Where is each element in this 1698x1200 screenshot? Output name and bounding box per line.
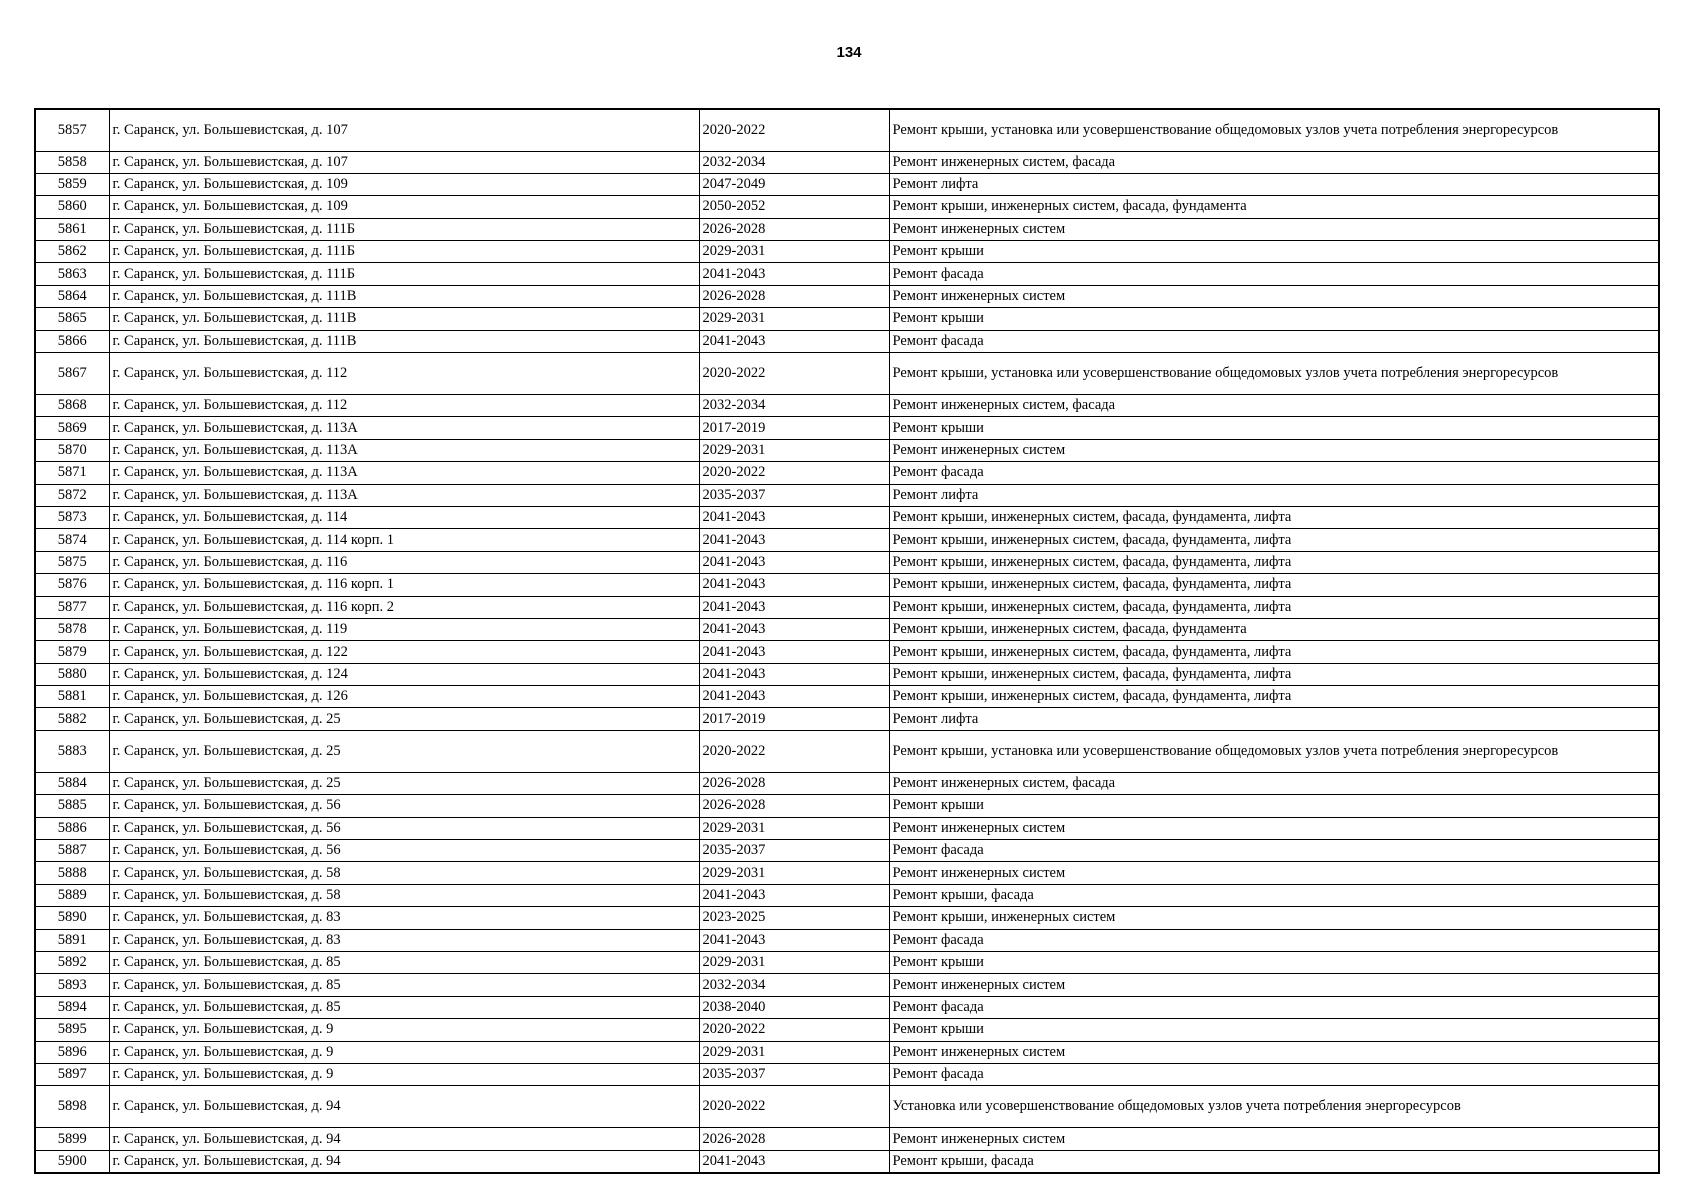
table-row — [35, 439, 1659, 461]
row-number-cell: 5865 — [35, 308, 109, 330]
period-cell: 2020-2022 — [699, 109, 889, 151]
table-row — [35, 772, 1659, 794]
work-type-cell: Ремонт инженерных систем, фасада — [889, 772, 1659, 794]
work-type-cell: Ремонт инженерных систем — [889, 1128, 1659, 1150]
address-cell: г. Саранск, ул. Большевистская, д. 124 — [109, 663, 699, 685]
table-row — [35, 1041, 1659, 1063]
table-row — [35, 196, 1659, 218]
work-type-cell: Ремонт фасада — [889, 996, 1659, 1018]
work-type-cell: Ремонт фасада — [889, 462, 1659, 484]
row-number-cell: 5877 — [35, 596, 109, 618]
work-type-cell: Ремонт инженерных систем — [889, 439, 1659, 461]
row-number-cell: 5858 — [35, 151, 109, 173]
period-cell: 2050-2052 — [699, 196, 889, 218]
row-number-cell: 5859 — [35, 173, 109, 195]
row-number-cell: 5869 — [35, 417, 109, 439]
row-number-cell: 5899 — [35, 1128, 109, 1150]
period-cell: 2041-2043 — [699, 929, 889, 951]
period-cell: 2041-2043 — [699, 686, 889, 708]
row-number-cell: 5857 — [35, 109, 109, 151]
period-cell: 2020-2022 — [699, 462, 889, 484]
address-cell: г. Саранск, ул. Большевистская, д. 116 корп. 2 — [109, 596, 699, 618]
table-row — [35, 840, 1659, 862]
table-row — [35, 1063, 1659, 1085]
row-number-cell: 5896 — [35, 1041, 109, 1063]
row-number-cell: 5860 — [35, 196, 109, 218]
row-number-cell: 5872 — [35, 484, 109, 506]
period-cell: 2041-2043 — [699, 663, 889, 685]
table-row — [35, 330, 1659, 352]
table-row — [35, 641, 1659, 663]
table-row — [35, 151, 1659, 173]
work-type-cell: Ремонт инженерных систем — [889, 862, 1659, 884]
work-type-cell: Ремонт крыши, инженерных систем, фасада, фундамента, лифта — [889, 551, 1659, 573]
period-cell: 2020-2022 — [699, 353, 889, 395]
table-row — [35, 395, 1659, 417]
work-type-cell: Ремонт инженерных систем — [889, 817, 1659, 839]
row-number-cell: 5887 — [35, 840, 109, 862]
period-cell: 2035-2037 — [699, 484, 889, 506]
address-cell: г. Саранск, ул. Большевистская, д. 85 — [109, 974, 699, 996]
address-cell: г. Саранск, ул. Большевистская, д. 111Б — [109, 218, 699, 240]
table-row — [35, 417, 1659, 439]
period-cell: 2029-2031 — [699, 439, 889, 461]
period-cell: 2041-2043 — [699, 641, 889, 663]
row-number-cell: 5862 — [35, 241, 109, 263]
row-number-cell: 5898 — [35, 1086, 109, 1128]
address-cell: г. Саранск, ул. Большевистская, д. 9 — [109, 1019, 699, 1041]
work-type-cell: Ремонт инженерных систем — [889, 218, 1659, 240]
row-number-cell: 5886 — [35, 817, 109, 839]
period-cell: 2029-2031 — [699, 308, 889, 330]
table-row — [35, 484, 1659, 506]
work-type-cell: Ремонт крыши — [889, 417, 1659, 439]
address-cell: г. Саранск, ул. Большевистская, д. 111В — [109, 308, 699, 330]
address-cell: г. Саранск, ул. Большевистская, д. 109 — [109, 196, 699, 218]
address-cell: г. Саранск, ул. Большевистская, д. 114 корп. 1 — [109, 529, 699, 551]
row-number-cell: 5888 — [35, 862, 109, 884]
table-body — [35, 109, 1659, 1173]
address-cell: г. Саранск, ул. Большевистская, д. 94 — [109, 1128, 699, 1150]
table-row — [35, 173, 1659, 195]
address-cell: г. Саранск, ул. Большевистская, д. 113А — [109, 439, 699, 461]
page-number: 134 — [836, 44, 862, 61]
address-cell: г. Саранск, ул. Большевистская, д. 113А — [109, 417, 699, 439]
row-number-cell: 5883 — [35, 730, 109, 772]
work-type-cell: Ремонт лифта — [889, 708, 1659, 730]
table-row — [35, 574, 1659, 596]
work-type-cell: Ремонт фасада — [889, 263, 1659, 285]
table-row — [35, 506, 1659, 528]
address-cell: г. Саранск, ул. Большевистская, д. 109 — [109, 173, 699, 195]
table-row — [35, 308, 1659, 330]
address-cell: г. Саранск, ул. Большевистская, д. 116 — [109, 551, 699, 573]
row-number-cell: 5873 — [35, 506, 109, 528]
address-cell: г. Саранск, ул. Большевистская, д. 85 — [109, 996, 699, 1018]
period-cell: 2041-2043 — [699, 551, 889, 573]
work-type-cell: Ремонт крыши, инженерных систем, фасада, фундамента, лифта — [889, 574, 1659, 596]
address-cell: г. Саранск, ул. Большевистская, д. 83 — [109, 929, 699, 951]
table-row — [35, 929, 1659, 951]
work-type-cell: Ремонт крыши, инженерных систем, фасада, фундамента, лифта — [889, 641, 1659, 663]
address-cell: г. Саранск, ул. Большевистская, д. 25 — [109, 772, 699, 794]
period-cell: 2038-2040 — [699, 996, 889, 1018]
address-cell: г. Саранск, ул. Большевистская, д. 112 — [109, 395, 699, 417]
address-cell: г. Саранск, ул. Большевистская, д. 107 — [109, 109, 699, 151]
row-number-cell: 5863 — [35, 263, 109, 285]
work-type-cell: Ремонт крыши, инженерных систем, фасада, фундамента, лифта — [889, 596, 1659, 618]
table-row — [35, 462, 1659, 484]
address-cell: г. Саранск, ул. Большевистская, д. 83 — [109, 907, 699, 929]
period-cell: 2029-2031 — [699, 241, 889, 263]
table-row — [35, 529, 1659, 551]
table-row — [35, 551, 1659, 573]
address-cell: г. Саранск, ул. Большевистская, д. 58 — [109, 884, 699, 906]
work-type-cell: Ремонт крыши, инженерных систем, фасада, фундамента — [889, 196, 1659, 218]
work-type-cell: Ремонт фасада — [889, 1063, 1659, 1085]
work-type-cell: Ремонт лифта — [889, 173, 1659, 195]
row-number-cell: 5881 — [35, 686, 109, 708]
address-cell: г. Саранск, ул. Большевистская, д. 119 — [109, 618, 699, 640]
period-cell: 2041-2043 — [699, 506, 889, 528]
work-type-cell: Ремонт инженерных систем, фасада — [889, 395, 1659, 417]
table-row — [35, 241, 1659, 263]
address-cell: г. Саранск, ул. Большевистская, д. 126 — [109, 686, 699, 708]
address-cell: г. Саранск, ул. Большевистская, д. 112 — [109, 353, 699, 395]
address-cell: г. Саранск, ул. Большевистская, д. 25 — [109, 708, 699, 730]
row-number-cell: 5890 — [35, 907, 109, 929]
work-type-cell: Ремонт инженерных систем — [889, 1041, 1659, 1063]
table-row — [35, 285, 1659, 307]
address-cell: г. Саранск, ул. Большевистская, д. 85 — [109, 952, 699, 974]
period-cell: 2041-2043 — [699, 596, 889, 618]
address-cell: г. Саранск, ул. Большевистская, д. 94 — [109, 1086, 699, 1128]
period-cell: 2035-2037 — [699, 1063, 889, 1085]
address-cell: г. Саранск, ул. Большевистская, д. 111В — [109, 285, 699, 307]
address-cell: г. Саранск, ул. Большевистская, д. 9 — [109, 1063, 699, 1085]
period-cell: 2029-2031 — [699, 1041, 889, 1063]
table-row — [35, 686, 1659, 708]
row-number-cell: 5868 — [35, 395, 109, 417]
row-number-cell: 5861 — [35, 218, 109, 240]
address-cell: г. Саранск, ул. Большевистская, д. 94 — [109, 1150, 699, 1172]
work-type-cell: Ремонт фасада — [889, 929, 1659, 951]
row-number-cell: 5895 — [35, 1019, 109, 1041]
address-cell: г. Саранск, ул. Большевистская, д. 113А — [109, 484, 699, 506]
work-type-cell: Ремонт лифта — [889, 484, 1659, 506]
period-cell: 2035-2037 — [699, 840, 889, 862]
work-type-cell: Ремонт крыши, установка или усовершенствование общедомовых узлов учета потребления энергоресурсов — [889, 353, 1659, 395]
address-cell: г. Саранск, ул. Большевистская, д. 116 корп. 1 — [109, 574, 699, 596]
period-cell: 2020-2022 — [699, 1019, 889, 1041]
address-cell: г. Саранск, ул. Большевистская, д. 111Б — [109, 241, 699, 263]
work-type-cell: Ремонт крыши, инженерных систем, фасада, фундамента, лифта — [889, 686, 1659, 708]
work-type-cell: Ремонт крыши, инженерных систем — [889, 907, 1659, 929]
address-cell: г. Саранск, ул. Большевистская, д. 25 — [109, 730, 699, 772]
table-row — [35, 663, 1659, 685]
address-cell: г. Саранск, ул. Большевистская, д. 56 — [109, 817, 699, 839]
period-cell: 2020-2022 — [699, 1086, 889, 1128]
period-cell: 2032-2034 — [699, 974, 889, 996]
row-number-cell: 5878 — [35, 618, 109, 640]
table-row — [35, 1019, 1659, 1041]
period-cell: 2041-2043 — [699, 330, 889, 352]
table-row — [35, 708, 1659, 730]
work-type-cell: Ремонт крыши, установка или усовершенствование общедомовых узлов учета потребления энергоресурсов — [889, 730, 1659, 772]
table-row — [35, 218, 1659, 240]
table-row — [35, 795, 1659, 817]
table-row — [35, 1150, 1659, 1172]
work-type-cell: Ремонт крыши — [889, 241, 1659, 263]
table-row — [35, 862, 1659, 884]
work-type-cell: Ремонт крыши, установка или усовершенствование общедомовых узлов учета потребления энергоресурсов — [889, 109, 1659, 151]
row-number-cell: 5884 — [35, 772, 109, 794]
address-cell: г. Саранск, ул. Большевистская, д. 111В — [109, 330, 699, 352]
work-type-cell: Ремонт крыши, инженерных систем, фасада, фундамента, лифта — [889, 529, 1659, 551]
work-type-cell: Ремонт фасада — [889, 330, 1659, 352]
address-cell: г. Саранск, ул. Большевистская, д. 107 — [109, 151, 699, 173]
period-cell: 2023-2025 — [699, 907, 889, 929]
work-type-cell: Ремонт крыши — [889, 308, 1659, 330]
work-type-cell: Ремонт крыши, инженерных систем, фасада, фундамента, лифта — [889, 663, 1659, 685]
period-cell: 2017-2019 — [699, 708, 889, 730]
period-cell: 2032-2034 — [699, 395, 889, 417]
period-cell: 2026-2028 — [699, 218, 889, 240]
table-row — [35, 884, 1659, 906]
row-number-cell: 5891 — [35, 929, 109, 951]
address-cell: г. Саранск, ул. Большевистская, д. 114 — [109, 506, 699, 528]
work-type-cell: Ремонт крыши, инженерных систем, фасада, фундамента — [889, 618, 1659, 640]
period-cell: 2017-2019 — [699, 417, 889, 439]
address-cell: г. Саранск, ул. Большевистская, д. 122 — [109, 641, 699, 663]
address-cell: г. Саранск, ул. Большевистская, д. 56 — [109, 795, 699, 817]
period-cell: 2041-2043 — [699, 884, 889, 906]
row-number-cell: 5870 — [35, 439, 109, 461]
table-row — [35, 817, 1659, 839]
work-type-cell: Ремонт инженерных систем — [889, 974, 1659, 996]
address-cell: г. Саранск, ул. Большевистская, д. 58 — [109, 862, 699, 884]
address-cell: г. Саранск, ул. Большевистская, д. 56 — [109, 840, 699, 862]
period-cell: 2041-2043 — [699, 618, 889, 640]
work-type-cell: Ремонт инженерных систем, фасада — [889, 151, 1659, 173]
work-type-cell: Ремонт крыши, фасада — [889, 884, 1659, 906]
table-row — [35, 1086, 1659, 1128]
period-cell: 2026-2028 — [699, 285, 889, 307]
period-cell: 2029-2031 — [699, 817, 889, 839]
repair-schedule-table — [34, 108, 1660, 1174]
work-type-cell: Ремонт инженерных систем — [889, 285, 1659, 307]
work-type-cell: Установка или усовершенствование общедомовых узлов учета потребления энергоресурсов — [889, 1086, 1659, 1128]
row-number-cell: 5871 — [35, 462, 109, 484]
table-row — [35, 353, 1659, 395]
address-cell: г. Саранск, ул. Большевистская, д. 111Б — [109, 263, 699, 285]
period-cell: 2041-2043 — [699, 529, 889, 551]
row-number-cell: 5867 — [35, 353, 109, 395]
row-number-cell: 5889 — [35, 884, 109, 906]
table-row — [35, 596, 1659, 618]
period-cell: 2029-2031 — [699, 952, 889, 974]
table-row — [35, 109, 1659, 151]
period-cell: 2041-2043 — [699, 1150, 889, 1172]
period-cell: 2029-2031 — [699, 862, 889, 884]
table-row — [35, 907, 1659, 929]
row-number-cell: 5885 — [35, 795, 109, 817]
period-cell: 2020-2022 — [699, 730, 889, 772]
row-number-cell: 5882 — [35, 708, 109, 730]
row-number-cell: 5874 — [35, 529, 109, 551]
row-number-cell: 5893 — [35, 974, 109, 996]
table-row — [35, 618, 1659, 640]
row-number-cell: 5879 — [35, 641, 109, 663]
row-number-cell: 5900 — [35, 1150, 109, 1172]
row-number-cell: 5894 — [35, 996, 109, 1018]
work-type-cell: Ремонт крыши — [889, 1019, 1659, 1041]
period-cell: 2026-2028 — [699, 772, 889, 794]
row-number-cell: 5875 — [35, 551, 109, 573]
table-row — [35, 952, 1659, 974]
row-number-cell: 5876 — [35, 574, 109, 596]
row-number-cell: 5866 — [35, 330, 109, 352]
period-cell: 2047-2049 — [699, 173, 889, 195]
work-type-cell: Ремонт фасада — [889, 840, 1659, 862]
row-number-cell: 5892 — [35, 952, 109, 974]
row-number-cell: 5880 — [35, 663, 109, 685]
address-cell: г. Саранск, ул. Большевистская, д. 9 — [109, 1041, 699, 1063]
table-row — [35, 1128, 1659, 1150]
work-type-cell: Ремонт крыши — [889, 952, 1659, 974]
row-number-cell: 5864 — [35, 285, 109, 307]
period-cell: 2026-2028 — [699, 795, 889, 817]
work-type-cell: Ремонт крыши, инженерных систем, фасада, фундамента, лифта — [889, 506, 1659, 528]
table-row — [35, 974, 1659, 996]
table-row — [35, 996, 1659, 1018]
work-type-cell: Ремонт крыши — [889, 795, 1659, 817]
table-row — [35, 263, 1659, 285]
work-type-cell: Ремонт крыши, фасада — [889, 1150, 1659, 1172]
address-cell: г. Саранск, ул. Большевистская, д. 113А — [109, 462, 699, 484]
period-cell: 2026-2028 — [699, 1128, 889, 1150]
table-row — [35, 730, 1659, 772]
period-cell: 2032-2034 — [699, 151, 889, 173]
period-cell: 2041-2043 — [699, 263, 889, 285]
period-cell: 2041-2043 — [699, 574, 889, 596]
row-number-cell: 5897 — [35, 1063, 109, 1085]
